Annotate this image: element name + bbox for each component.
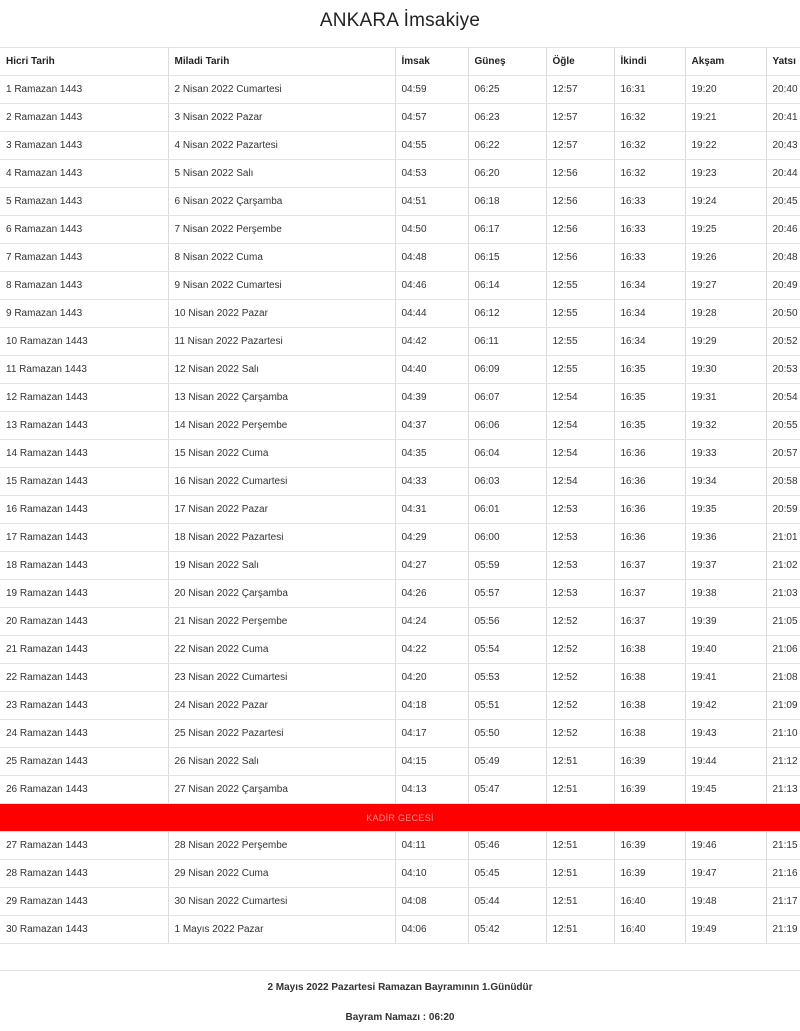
cell-gunes: 06:07: [468, 384, 546, 412]
cell-yatsi: 20:58: [766, 468, 800, 496]
cell-aksam: 19:23: [685, 160, 766, 188]
cell-gunes: 05:45: [468, 860, 546, 888]
cell-gunes: 06:18: [468, 188, 546, 216]
cell-ogle: 12:56: [546, 160, 614, 188]
cell-yatsi: 20:46: [766, 216, 800, 244]
cell-gunes: 05:56: [468, 608, 546, 636]
cell-aksam: 19:26: [685, 244, 766, 272]
cell-imsak: 04:29: [395, 524, 468, 552]
cell-aksam: 19:28: [685, 300, 766, 328]
cell-imsak: 04:17: [395, 720, 468, 748]
cell-yatsi: 21:01: [766, 524, 800, 552]
cell-aksam: 19:31: [685, 384, 766, 412]
table-row: [0, 328, 800, 356]
cell-gunes: 06:09: [468, 356, 546, 384]
cell-hicri-tarih: 28 Ramazan 1443: [0, 860, 168, 888]
cell-hicri-tarih: 7 Ramazan 1443: [0, 244, 168, 272]
table-row: [0, 636, 800, 664]
cell-imsak: 04:44: [395, 300, 468, 328]
cell-ogle: 12:54: [546, 468, 614, 496]
cell-aksam: 19:48: [685, 888, 766, 916]
table-row: [0, 720, 800, 748]
cell-ogle: 12:55: [546, 356, 614, 384]
cell-miladi-tarih: 14 Nisan 2022 Perşembe: [168, 412, 395, 440]
cell-ogle: 12:53: [546, 552, 614, 580]
cell-aksam: 19:33: [685, 440, 766, 468]
cell-gunes: 06:23: [468, 104, 546, 132]
table-row: [0, 272, 800, 300]
cell-hicri-tarih: 16 Ramazan 1443: [0, 496, 168, 524]
cell-yatsi: 20:43: [766, 132, 800, 160]
cell-yatsi: 21:09: [766, 692, 800, 720]
cell-miladi-tarih: 16 Nisan 2022 Cumartesi: [168, 468, 395, 496]
cell-ogle: 12:55: [546, 272, 614, 300]
cell-miladi-tarih: 27 Nisan 2022 Çarşamba: [168, 776, 395, 804]
cell-imsak: 04:42: [395, 328, 468, 356]
cell-hicri-tarih: 6 Ramazan 1443: [0, 216, 168, 244]
cell-imsak: 04:06: [395, 916, 468, 944]
cell-ogle: 12:57: [546, 132, 614, 160]
cell-gunes: 06:06: [468, 412, 546, 440]
cell-gunes: 06:12: [468, 300, 546, 328]
table-row: [0, 188, 800, 216]
cell-ikindi: 16:34: [614, 300, 685, 328]
cell-ikindi: 16:33: [614, 244, 685, 272]
cell-yatsi: 20:59: [766, 496, 800, 524]
cell-hicri-tarih: 14 Ramazan 1443: [0, 440, 168, 468]
cell-ikindi: 16:34: [614, 328, 685, 356]
cell-miladi-tarih: 5 Nisan 2022 Salı: [168, 160, 395, 188]
table-row: [0, 860, 800, 888]
cell-ogle: 12:51: [546, 916, 614, 944]
table-row: [0, 440, 800, 468]
cell-miladi-tarih: 20 Nisan 2022 Çarşamba: [168, 580, 395, 608]
header-aksam: Akşam: [685, 48, 766, 76]
table-row: [0, 608, 800, 636]
cell-aksam: 19:36: [685, 524, 766, 552]
cell-hicri-tarih: 13 Ramazan 1443: [0, 412, 168, 440]
cell-miladi-tarih: 21 Nisan 2022 Perşembe: [168, 608, 395, 636]
cell-ogle: 12:56: [546, 188, 614, 216]
cell-gunes: 06:25: [468, 76, 546, 104]
cell-hicri-tarih: 10 Ramazan 1443: [0, 328, 168, 356]
cell-imsak: 04:46: [395, 272, 468, 300]
cell-aksam: 19:34: [685, 468, 766, 496]
cell-imsak: 04:22: [395, 636, 468, 664]
cell-hicri-tarih: 30 Ramazan 1443: [0, 916, 168, 944]
cell-ogle: 12:56: [546, 216, 614, 244]
table-row: [0, 104, 800, 132]
cell-yatsi: 20:45: [766, 188, 800, 216]
cell-hicri-tarih: 26 Ramazan 1443: [0, 776, 168, 804]
cell-hicri-tarih: 29 Ramazan 1443: [0, 888, 168, 916]
footer-divider: [0, 970, 800, 971]
cell-miladi-tarih: 17 Nisan 2022 Pazar: [168, 496, 395, 524]
table-row: [0, 664, 800, 692]
cell-aksam: 19:24: [685, 188, 766, 216]
table-row: [0, 412, 800, 440]
cell-miladi-tarih: 12 Nisan 2022 Salı: [168, 356, 395, 384]
cell-yatsi: 20:54: [766, 384, 800, 412]
table-row: [0, 496, 800, 524]
cell-yatsi: 21:03: [766, 580, 800, 608]
cell-hicri-tarih: 2 Ramazan 1443: [0, 104, 168, 132]
cell-miladi-tarih: 26 Nisan 2022 Salı: [168, 748, 395, 776]
cell-aksam: 19:47: [685, 860, 766, 888]
cell-ikindi: 16:36: [614, 496, 685, 524]
cell-hicri-tarih: 11 Ramazan 1443: [0, 356, 168, 384]
cell-hicri-tarih: 18 Ramazan 1443: [0, 552, 168, 580]
cell-miladi-tarih: 8 Nisan 2022 Cuma: [168, 244, 395, 272]
cell-gunes: 06:14: [468, 272, 546, 300]
cell-miladi-tarih: 13 Nisan 2022 Çarşamba: [168, 384, 395, 412]
cell-hicri-tarih: 15 Ramazan 1443: [0, 468, 168, 496]
cell-hicri-tarih: 19 Ramazan 1443: [0, 580, 168, 608]
cell-ikindi: 16:38: [614, 692, 685, 720]
cell-miladi-tarih: 22 Nisan 2022 Cuma: [168, 636, 395, 664]
cell-ogle: 12:52: [546, 664, 614, 692]
cell-gunes: 05:47: [468, 776, 546, 804]
table-row: [0, 748, 800, 776]
cell-imsak: 04:15: [395, 748, 468, 776]
table-row: [0, 552, 800, 580]
cell-ogle: 12:51: [546, 888, 614, 916]
cell-gunes: 05:44: [468, 888, 546, 916]
cell-aksam: 19:32: [685, 412, 766, 440]
cell-miladi-tarih: 1 Mayıs 2022 Pazar: [168, 916, 395, 944]
cell-ogle: 12:55: [546, 328, 614, 356]
header-gunes: Güneş: [468, 48, 546, 76]
table-row: [0, 916, 800, 944]
cell-ogle: 12:52: [546, 636, 614, 664]
cell-miladi-tarih: 9 Nisan 2022 Cumartesi: [168, 272, 395, 300]
kadir-gecesi-row: [0, 804, 800, 832]
cell-gunes: 06:17: [468, 216, 546, 244]
cell-ikindi: 16:33: [614, 188, 685, 216]
cell-imsak: 04:18: [395, 692, 468, 720]
kadir-gecesi-label: KADİR GECESİ: [0, 804, 800, 832]
cell-ogle: 12:52: [546, 692, 614, 720]
cell-ikindi: 16:35: [614, 384, 685, 412]
cell-hicri-tarih: 3 Ramazan 1443: [0, 132, 168, 160]
cell-ogle: 12:55: [546, 300, 614, 328]
table-row: [0, 216, 800, 244]
table-row: [0, 244, 800, 272]
cell-ogle: 12:53: [546, 496, 614, 524]
cell-ikindi: 16:31: [614, 76, 685, 104]
table-row: [0, 300, 800, 328]
cell-imsak: 04:48: [395, 244, 468, 272]
cell-miladi-tarih: 11 Nisan 2022 Pazartesi: [168, 328, 395, 356]
table-row: [0, 160, 800, 188]
table-row: [0, 468, 800, 496]
cell-miladi-tarih: 25 Nisan 2022 Pazartesi: [168, 720, 395, 748]
cell-gunes: 05:57: [468, 580, 546, 608]
cell-ogle: 12:57: [546, 104, 614, 132]
cell-miladi-tarih: 3 Nisan 2022 Pazar: [168, 104, 395, 132]
table-row: [0, 888, 800, 916]
table-header-row: [0, 48, 800, 76]
cell-miladi-tarih: 7 Nisan 2022 Perşembe: [168, 216, 395, 244]
cell-ikindi: 16:38: [614, 720, 685, 748]
page-title: ANKARA İmsakiye: [319, 10, 481, 31]
cell-ikindi: 16:35: [614, 356, 685, 384]
cell-aksam: 19:44: [685, 748, 766, 776]
cell-miladi-tarih: 15 Nisan 2022 Cuma: [168, 440, 395, 468]
cell-ikindi: 16:39: [614, 860, 685, 888]
header-yatsi: Yatsı: [766, 48, 800, 76]
cell-yatsi: 21:08: [766, 664, 800, 692]
cell-ikindi: 16:32: [614, 104, 685, 132]
cell-gunes: 06:15: [468, 244, 546, 272]
bayram-namazi: Bayram Namazı : 06:20: [345, 1012, 455, 1023]
cell-imsak: 04:20: [395, 664, 468, 692]
cell-hicri-tarih: 25 Ramazan 1443: [0, 748, 168, 776]
cell-hicri-tarih: 5 Ramazan 1443: [0, 188, 168, 216]
cell-yatsi: 20:48: [766, 244, 800, 272]
header-imsak: İmsak: [395, 48, 468, 76]
header-miladi-tarih: Miladi Tarih: [168, 48, 395, 76]
cell-aksam: 19:40: [685, 636, 766, 664]
cell-yatsi: 20:44: [766, 160, 800, 188]
cell-gunes: 06:22: [468, 132, 546, 160]
cell-ogle: 12:53: [546, 580, 614, 608]
cell-imsak: 04:50: [395, 216, 468, 244]
cell-aksam: 19:25: [685, 216, 766, 244]
cell-aksam: 19:30: [685, 356, 766, 384]
cell-aksam: 19:39: [685, 608, 766, 636]
cell-imsak: 04:37: [395, 412, 468, 440]
special-row-group: [0, 804, 800, 832]
cell-miladi-tarih: 23 Nisan 2022 Cumartesi: [168, 664, 395, 692]
cell-miladi-tarih: 19 Nisan 2022 Salı: [168, 552, 395, 580]
table-body-part1: [0, 76, 800, 804]
cell-hicri-tarih: 27 Ramazan 1443: [0, 832, 168, 860]
cell-ikindi: 16:39: [614, 748, 685, 776]
cell-imsak: 04:13: [395, 776, 468, 804]
cell-gunes: 05:53: [468, 664, 546, 692]
cell-aksam: 19:20: [685, 76, 766, 104]
cell-ogle: 12:57: [546, 76, 614, 104]
cell-yatsi: 20:40: [766, 76, 800, 104]
cell-hicri-tarih: 9 Ramazan 1443: [0, 300, 168, 328]
cell-ogle: 12:51: [546, 832, 614, 860]
cell-aksam: 19:27: [685, 272, 766, 300]
table-row: [0, 76, 800, 104]
table-row: [0, 580, 800, 608]
cell-ikindi: 16:32: [614, 132, 685, 160]
cell-yatsi: 21:13: [766, 776, 800, 804]
cell-miladi-tarih: 2 Nisan 2022 Cumartesi: [168, 76, 395, 104]
cell-yatsi: 21:06: [766, 636, 800, 664]
cell-miladi-tarih: 10 Nisan 2022 Pazar: [168, 300, 395, 328]
cell-aksam: 19:49: [685, 916, 766, 944]
table-row: [0, 384, 800, 412]
cell-miladi-tarih: 6 Nisan 2022 Çarşamba: [168, 188, 395, 216]
cell-yatsi: 20:50: [766, 300, 800, 328]
table-row: [0, 356, 800, 384]
cell-aksam: 19:45: [685, 776, 766, 804]
cell-gunes: 06:00: [468, 524, 546, 552]
cell-hicri-tarih: 20 Ramazan 1443: [0, 608, 168, 636]
cell-gunes: 06:03: [468, 468, 546, 496]
cell-gunes: 05:59: [468, 552, 546, 580]
header-ikindi: İkindi: [614, 48, 685, 76]
cell-imsak: 04:57: [395, 104, 468, 132]
cell-hicri-tarih: 17 Ramazan 1443: [0, 524, 168, 552]
header-ogle: Öğle: [546, 48, 614, 76]
cell-aksam: 19:29: [685, 328, 766, 356]
cell-yatsi: 20:53: [766, 356, 800, 384]
cell-miladi-tarih: 28 Nisan 2022 Perşembe: [168, 832, 395, 860]
cell-aksam: 19:22: [685, 132, 766, 160]
cell-ogle: 12:56: [546, 244, 614, 272]
cell-gunes: 05:42: [468, 916, 546, 944]
cell-ikindi: 16:35: [614, 412, 685, 440]
cell-gunes: 06:04: [468, 440, 546, 468]
cell-gunes: 05:46: [468, 832, 546, 860]
cell-imsak: 04:55: [395, 132, 468, 160]
cell-imsak: 04:51: [395, 188, 468, 216]
cell-imsak: 04:33: [395, 468, 468, 496]
cell-ikindi: 16:37: [614, 608, 685, 636]
cell-yatsi: 21:15: [766, 832, 800, 860]
table-row: [0, 692, 800, 720]
cell-ikindi: 16:40: [614, 916, 685, 944]
cell-gunes: 06:11: [468, 328, 546, 356]
cell-ogle: 12:54: [546, 384, 614, 412]
cell-yatsi: 21:19: [766, 916, 800, 944]
cell-ikindi: 16:36: [614, 524, 685, 552]
cell-hicri-tarih: 22 Ramazan 1443: [0, 664, 168, 692]
cell-ikindi: 16:36: [614, 440, 685, 468]
cell-imsak: 04:26: [395, 580, 468, 608]
cell-imsak: 04:53: [395, 160, 468, 188]
imsakiye-table: [0, 47, 800, 944]
table-row: [0, 132, 800, 160]
cell-imsak: 04:10: [395, 860, 468, 888]
cell-gunes: 05:51: [468, 692, 546, 720]
cell-ogle: 12:54: [546, 412, 614, 440]
cell-aksam: 19:46: [685, 832, 766, 860]
cell-aksam: 19:35: [685, 496, 766, 524]
cell-aksam: 19:21: [685, 104, 766, 132]
header-hicri-tarih: Hicri Tarih: [0, 48, 168, 76]
cell-aksam: 19:42: [685, 692, 766, 720]
cell-hicri-tarih: 23 Ramazan 1443: [0, 692, 168, 720]
cell-hicri-tarih: 21 Ramazan 1443: [0, 636, 168, 664]
cell-imsak: 04:59: [395, 76, 468, 104]
cell-imsak: 04:39: [395, 384, 468, 412]
cell-hicri-tarih: 12 Ramazan 1443: [0, 384, 168, 412]
cell-aksam: 19:37: [685, 552, 766, 580]
cell-ogle: 12:52: [546, 608, 614, 636]
cell-ogle: 12:51: [546, 748, 614, 776]
cell-ikindi: 16:34: [614, 272, 685, 300]
cell-hicri-tarih: 8 Ramazan 1443: [0, 272, 168, 300]
cell-imsak: 04:27: [395, 552, 468, 580]
cell-yatsi: 21:17: [766, 888, 800, 916]
cell-gunes: 05:49: [468, 748, 546, 776]
cell-hicri-tarih: 24 Ramazan 1443: [0, 720, 168, 748]
cell-ikindi: 16:37: [614, 552, 685, 580]
cell-aksam: 19:43: [685, 720, 766, 748]
cell-imsak: 04:11: [395, 832, 468, 860]
cell-imsak: 04:24: [395, 608, 468, 636]
bayram-note: 2 Mayıs 2022 Pazartesi Ramazan Bayramının 1.Günüdür: [267, 982, 533, 993]
cell-yatsi: 20:52: [766, 328, 800, 356]
cell-imsak: 04:35: [395, 440, 468, 468]
cell-imsak: 04:31: [395, 496, 468, 524]
cell-miladi-tarih: 30 Nisan 2022 Cumartesi: [168, 888, 395, 916]
cell-imsak: 04:08: [395, 888, 468, 916]
cell-ikindi: 16:32: [614, 160, 685, 188]
cell-gunes: 05:54: [468, 636, 546, 664]
cell-miladi-tarih: 18 Nisan 2022 Pazartesi: [168, 524, 395, 552]
cell-ogle: 12:53: [546, 524, 614, 552]
cell-hicri-tarih: 1 Ramazan 1443: [0, 76, 168, 104]
table-row: [0, 776, 800, 804]
table-row: [0, 524, 800, 552]
cell-yatsi: 21:12: [766, 748, 800, 776]
cell-ikindi: 16:38: [614, 664, 685, 692]
cell-yatsi: 21:10: [766, 720, 800, 748]
cell-ogle: 12:54: [546, 440, 614, 468]
cell-miladi-tarih: 4 Nisan 2022 Pazartesi: [168, 132, 395, 160]
cell-aksam: 19:41: [685, 664, 766, 692]
cell-miladi-tarih: 29 Nisan 2022 Cuma: [168, 860, 395, 888]
table-body-part2: [0, 832, 800, 944]
cell-imsak: 04:40: [395, 356, 468, 384]
cell-ikindi: 16:37: [614, 580, 685, 608]
cell-ikindi: 16:36: [614, 468, 685, 496]
cell-yatsi: 20:41: [766, 104, 800, 132]
table-row: [0, 832, 800, 860]
cell-ogle: 12:52: [546, 720, 614, 748]
cell-yatsi: 20:57: [766, 440, 800, 468]
cell-ikindi: 16:40: [614, 888, 685, 916]
cell-yatsi: 20:55: [766, 412, 800, 440]
cell-ikindi: 16:39: [614, 832, 685, 860]
cell-ikindi: 16:39: [614, 776, 685, 804]
cell-ogle: 12:51: [546, 776, 614, 804]
cell-yatsi: 21:05: [766, 608, 800, 636]
cell-hicri-tarih: 4 Ramazan 1443: [0, 160, 168, 188]
cell-ogle: 12:51: [546, 860, 614, 888]
cell-gunes: 06:01: [468, 496, 546, 524]
cell-yatsi: 20:49: [766, 272, 800, 300]
cell-gunes: 06:20: [468, 160, 546, 188]
cell-yatsi: 21:02: [766, 552, 800, 580]
cell-miladi-tarih: 24 Nisan 2022 Pazar: [168, 692, 395, 720]
cell-gunes: 05:50: [468, 720, 546, 748]
cell-ikindi: 16:33: [614, 216, 685, 244]
cell-ikindi: 16:38: [614, 636, 685, 664]
cell-yatsi: 21:16: [766, 860, 800, 888]
cell-aksam: 19:38: [685, 580, 766, 608]
